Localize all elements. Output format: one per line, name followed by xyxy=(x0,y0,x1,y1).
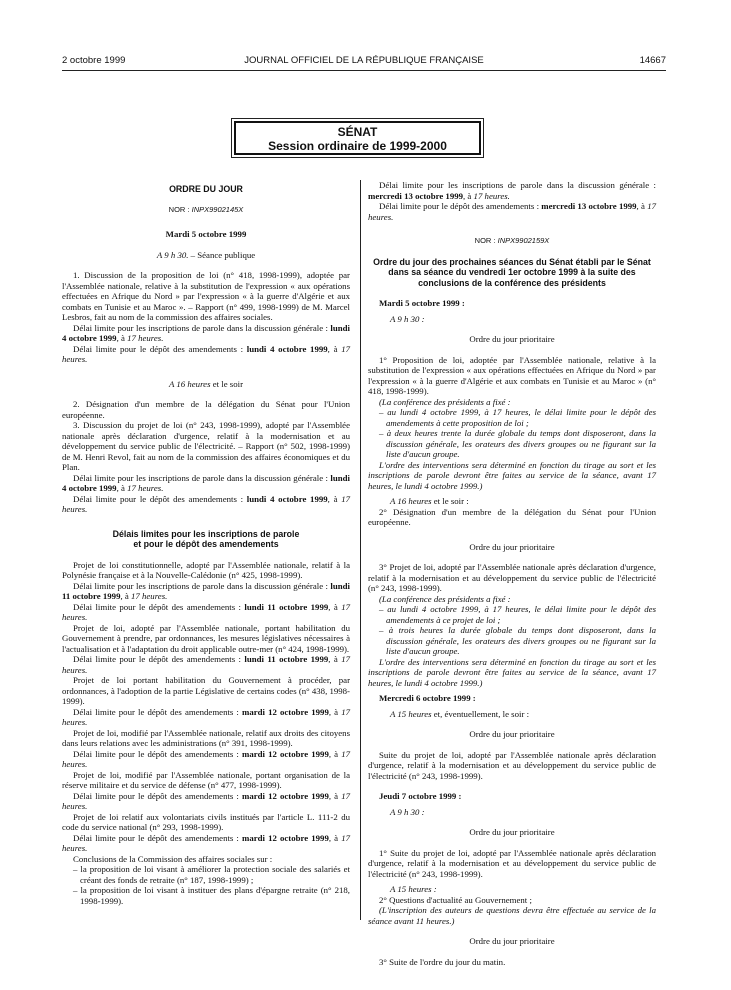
right-time-5: A 15 heures : xyxy=(390,884,437,894)
page-header xyxy=(62,55,666,69)
left-item-1: 1. Discussion de la proposition de loi (n° 418, 1998-1999), adoptée par l'Assemblée nationale, relative à la substitution de l'expression « aux opérations effectuées en Afrique du Nord » par l'expression « à la guerre d'Algérie et aux combats en Tunisie et au Maroc ». – Rapport (n° 499, 1998-1999) de M. Marcel Lesbros, fait au nom de la commission des affaires sociales. xyxy=(62,270,350,322)
priority-label-1: Ordre du jour prioritaire xyxy=(469,334,555,344)
left-deadline-2: Délai limite pour le dépôt des amendements : lundi 4 octobre 1999, à 17 heures. xyxy=(62,343,350,364)
header-rule xyxy=(62,70,666,71)
priority-label-3: Ordre du jour prioritaire xyxy=(469,729,555,739)
priority-label-2: Ordre du jour prioritaire xyxy=(469,541,555,552)
right-time-3: A 15 heures et, éventuellement, le soir : xyxy=(390,708,530,719)
bill-4: Projet de loi, modifié par l'Assemblée nationale, relatif aux droits des citoyens dans leurs relations avec les administrations (n° 391, 1998-1999). xyxy=(62,727,350,748)
conference-note-1-list xyxy=(368,407,656,460)
questions-note: (L'inscription des auteurs de questions devra être effectuée au service de la séance avant 11 heures.) xyxy=(368,905,656,926)
conclusions-item: – la proposition de loi visant à améliorer la protection sociale des salariés et créant des fonds de retraite (n° 187, 1998-1999) ; xyxy=(73,864,350,885)
bill-2: Projet de loi, adopté par l'Assemblée nationale, portant habilitation du Gouvernement à prendre, par ordonnances, les mesures législatives nécessaires à l'actualisation et à l'adaptation du droit applicable outre-mer (n° 424, 1998-1999). xyxy=(62,622,350,654)
conference-note-1: (La conférence des présidents a fixé : xyxy=(379,396,511,407)
bill-4-deadline: Délai limite pour le dépôt des amendements : mardi 12 octobre 1999, à 17 heures. xyxy=(62,748,350,769)
bill-1-deadline-b: Délai limite pour le dépôt des amendements : lundi 11 octobre 1999, à 17 heures. xyxy=(62,601,350,622)
conclusions-intro: Conclusions de la Commission des affaires sociales sur : xyxy=(73,853,273,864)
title-session: Session ordinaire de 1999-2000 xyxy=(268,139,447,153)
priority-label-4: Ordre du jour prioritaire xyxy=(469,827,555,837)
left-date-1: Mardi 5 octobre 1999 xyxy=(165,229,247,239)
right-time-4: A 9 h 30 : xyxy=(390,806,425,817)
conference-note-1-end: L'ordre des interventions sera déterminé en fonction du tirage au sort et les inscriptions de parole devront être faites au service de la séance, avant 17 heures, le lundi 4 octobre 1999.) xyxy=(368,459,656,491)
right-heading: Ordre du jour des prochaines séances du Sénat établi par le Sénat dans sa séance du vendredi 1er octobre 1999 à la suite des conclusions de la conférence des présidents xyxy=(373,256,651,288)
right-item-5: 1° Suite du projet de loi, adopté par l'Assemblée nationale après déclaration d'urgence, relatif à la modernisation et au développement du service public de l'électricité (n° 243, 1998-1999). xyxy=(368,847,656,879)
right-date-1: Mardi 5 octobre 1999 : xyxy=(379,298,465,308)
right-item-1: 1° Proposition de loi, adoptée par l'Assemblée nationale, relative à la substitution de l'expression « aux opérations effectuées en Afrique du Nord » par l'expression « à la guerre d'Algérie et aux combats en Tunisie et au Maroc » (n° 418, 1998-1999). xyxy=(368,354,656,396)
right-date-3: Jeudi 7 octobre 1999 : xyxy=(379,791,462,801)
header-journal-title: JOURNAL OFFICIEL DE LA RÉPUBLIQUE FRANÇAISE xyxy=(244,55,484,66)
title-senat: SÉNAT xyxy=(337,125,378,139)
right-item-3: 3° Projet de loi, adopté par l'Assemblée nationale après déclaration d'urgence, relatif à la modernisation et au développement du service public de l'électricité (n° 243, 1998-1999). xyxy=(368,562,656,593)
conclusions-list xyxy=(62,864,350,906)
conference-note-item: – au lundi 4 octobre 1999, à 17 heures, le délai limite pour le dépôt des amendements à cette proposition de loi ; xyxy=(379,407,656,428)
right-deadline-2: Délai limite pour le dépôt des amendements : mercredi 13 octobre 1999, à 17 heures. xyxy=(368,201,656,222)
priority-label-5: Ordre du jour prioritaire xyxy=(469,936,555,946)
right-item-7: 3° Suite de l'ordre du jour du matin. xyxy=(379,956,506,967)
conclusions-item: – la proposition de loi visant à instituer des plans d'épargne retraite (n° 218, 1998-1999). xyxy=(73,885,350,906)
left-section-2-heading: Délais limites pour les inscriptions de parole et pour le dépôt des amendements xyxy=(112,528,300,549)
left-deadline-1: Délai limite pour les inscriptions de parole dans la discussion générale : lundi 4 octobre 1999, à 17 heures. xyxy=(62,322,350,343)
left-deadline-4: Délai limite pour le dépôt des amendements : lundi 4 octobre 1999, à 17 heures. xyxy=(62,493,350,514)
conference-note-2-end: L'ordre des interventions sera déterminé en fonction du tirage au sort et les inscriptions de parole devront être faites au service de la séance, avant 17 heures, le lundi 4 octobre 1999.) xyxy=(368,656,656,688)
bill-3-deadline: Délai limite pour le dépôt des amendements : mardi 12 octobre 1999, à 17 heures. xyxy=(62,706,350,727)
bill-5: Projet de loi, modifié par l'Assemblée nationale, portant organisation de la réserve militaire et du service de défense (n° 477, 1998-1999). xyxy=(62,769,350,790)
right-nor: NOR : INPX9902159X xyxy=(474,236,550,245)
conference-note-item: – à trois heures la durée globale du temps dont disposeront, dans la discussion générale, les orateurs des divers groupes ou ne figurant sur la liste d'aucun groupe. xyxy=(379,625,656,656)
right-item-4: Suite du projet de loi, adopté par l'Assemblée nationale après déclaration d'urgence, relatif à la modernisation et au développement du service public de l'électricité (n° 243, 1998-1999). xyxy=(368,749,656,781)
title-box xyxy=(231,118,484,158)
right-item-6: 2° Questions d'actualité au Gouvernement ; xyxy=(379,894,532,905)
bill-6: Projet de loi relatif aux volontariats civils institués par l'article L. 111-2 du code du service national (n° 293, 1998-1999). xyxy=(62,811,350,832)
conference-note-2: (La conférence des présidents a fixé : xyxy=(379,593,511,604)
bill-1-deadline-a: Délai limite pour les inscriptions de parole dans la discussion générale : lundi 11 octobre 1999, à 17 heures. xyxy=(62,580,350,601)
left-item-3: 3. Discussion du projet de loi (n° 243, 1998-1999), adopté par l'Assemblée nationale après déclaration d'urgence, relatif à la modernisation et au développement du service public de l'électricité. – Rapport (n° 502, 1998-1999) de M. Henri Revol, fait au nom de la commission des affaires économiques et du Plan. xyxy=(62,420,350,472)
left-heading: ORDRE DU JOUR xyxy=(169,184,243,194)
conference-note-2-list xyxy=(368,604,656,657)
right-column xyxy=(368,180,656,967)
conference-note-item: – au lundi 4 octobre 1999, à 17 heures, le délai limite pour le dépôt des amendements à ce projet de loi ; xyxy=(379,604,656,625)
bill-2-deadline: Délai limite pour le dépôt des amendements : lundi 11 octobre 1999, à 17 heures. xyxy=(62,654,350,675)
left-time-1: A 9 h 30. – Séance publique xyxy=(156,249,256,260)
bill-5-deadline: Délai limite pour le dépôt des amendements : mardi 12 octobre 1999, à 17 heures. xyxy=(62,790,350,811)
left-time-2: A 16 heures et le soir xyxy=(168,378,244,389)
right-time-2: A 16 heures et le soir : xyxy=(390,496,469,506)
bill-6-deadline: Délai limite pour le dépôt des amendements : mardi 12 octobre 1999, à 17 heures. xyxy=(62,832,350,853)
left-nor: NOR : INPX9902145X xyxy=(168,204,244,214)
bill-3: Projet de loi portant habilitation du Gouvernement à procéder, par ordonnances, à l'adoption de la partie Législative de certains codes (n° 438, 1998-1999). xyxy=(62,675,350,706)
left-column xyxy=(62,184,350,906)
bill-1: Projet de loi constitutionnelle, adopté par l'Assemblée nationale, relatif à la Polynésie française et à la Nouvelle-Calédonie (n° 425, 1998-1999). xyxy=(62,559,350,580)
conference-note-item: – à deux heures trente la durée globale du temps dont disposeront, dans la discussion générale, les orateurs des divers groupes ou ne figurant sur la liste d'aucun groupe. xyxy=(379,428,656,459)
header-date: 2 octobre 1999 xyxy=(62,55,126,66)
right-item-2: 2° Désignation d'un membre de la délégation du Sénat pour l'Union européenne. xyxy=(368,506,656,527)
right-deadline-1: Délai limite pour les inscriptions de parole dans la discussion générale : mercredi 13 octobre 1999, à 17 heures. xyxy=(368,180,656,201)
header-page-number: 14667 xyxy=(639,55,666,66)
left-item-2: 2. Désignation d'un membre de la délégation du Sénat pour l'Union européenne. xyxy=(62,399,350,420)
column-divider xyxy=(360,180,361,920)
right-time-1: A 9 h 30 : xyxy=(390,313,425,324)
left-deadline-3: Délai limite pour les inscriptions de parole dans la discussion générale : lundi 4 octobre 1999, à 17 heures. xyxy=(62,472,350,493)
right-date-2: Mercredi 6 octobre 1999 : xyxy=(379,693,476,703)
